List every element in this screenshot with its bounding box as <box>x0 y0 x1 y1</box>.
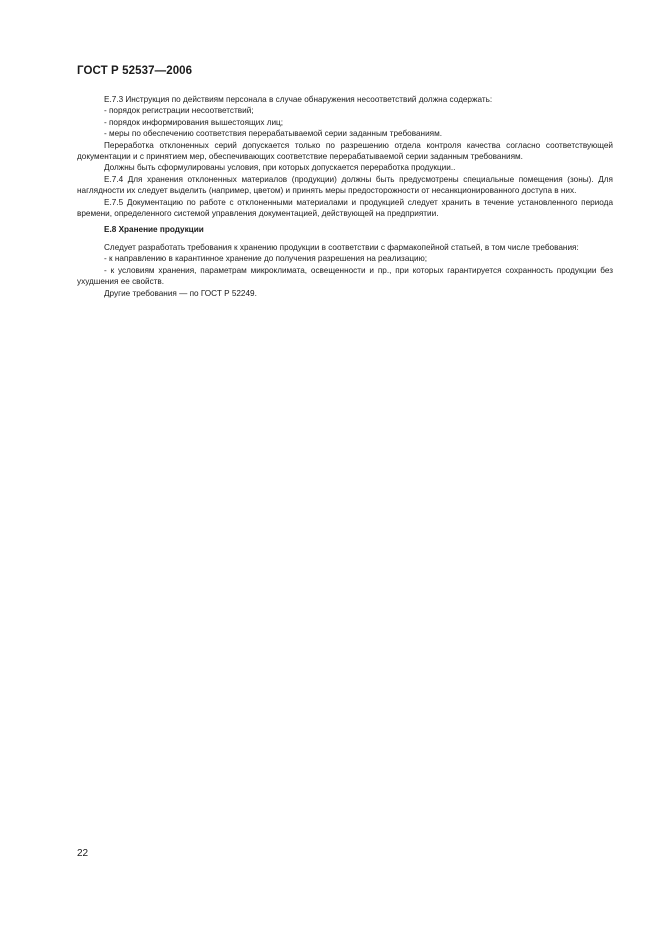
paragraph-conditions: Должны быть сформулированы условия, при которых допускается переработка продукции.. <box>104 163 456 173</box>
list-item: - к направлению в карантинное хранение до получения разрешения на реализацию; <box>104 254 428 264</box>
paragraph-e-7-4: Е.7.4 Для хранения отклоненных материалов (продукции) должны быть предусмотрены специальные помещения (зоны). Для наглядности их следует выделить (например, цветом) и принять меры предосторожности от несанкционированного доступа в них. <box>77 174 613 196</box>
document-body <box>77 94 613 299</box>
list-item: - меры по обеспечению соответствия перерабатываемой серии заданным требованиям. <box>104 129 442 139</box>
paragraph-reprocessing: Переработка отклоненных серий допускается только по разрешению отдела контроля качества согласно соответствующей документации и с принятием мер, обеспечивающих соответствие перерабатываемой серии заданным требованиям. <box>77 140 613 162</box>
list-item: - к условиям хранения, параметрам микроклимата, освещенности и пр., при которых гарантируется сохранность продукции без ухудшения ее свойств. <box>77 265 613 287</box>
paragraph-other-requirements: Другие требования — по ГОСТ Р 52249. <box>104 288 257 298</box>
page-number: 22 <box>77 848 89 859</box>
list-item: - порядок регистрации несоответствий; <box>104 106 254 116</box>
paragraph-e-7-3: Е.7.3 Инструкция по действиям персонала в случае обнаружения несоответствий должна содержать: <box>104 95 493 104</box>
document-header: ГОСТ Р 52537—2006 <box>77 65 193 77</box>
list-item: - порядок информирования вышестоящих лиц; <box>104 117 284 127</box>
paragraph-e-7-5: Е.7.5 Документацию по работе с отклоненными материалами и продукцией следует хранить в течение установленного периода времени, определенного системой управления документацией, действующей на предприятии. <box>77 197 613 219</box>
section-heading-e-8: Е.8 Хранение продукции <box>104 225 204 235</box>
paragraph-storage-requirements: Следует разработать требования к хранению продукции в соответствии с фармакопейной статьей, в том числе требования: <box>104 242 579 252</box>
